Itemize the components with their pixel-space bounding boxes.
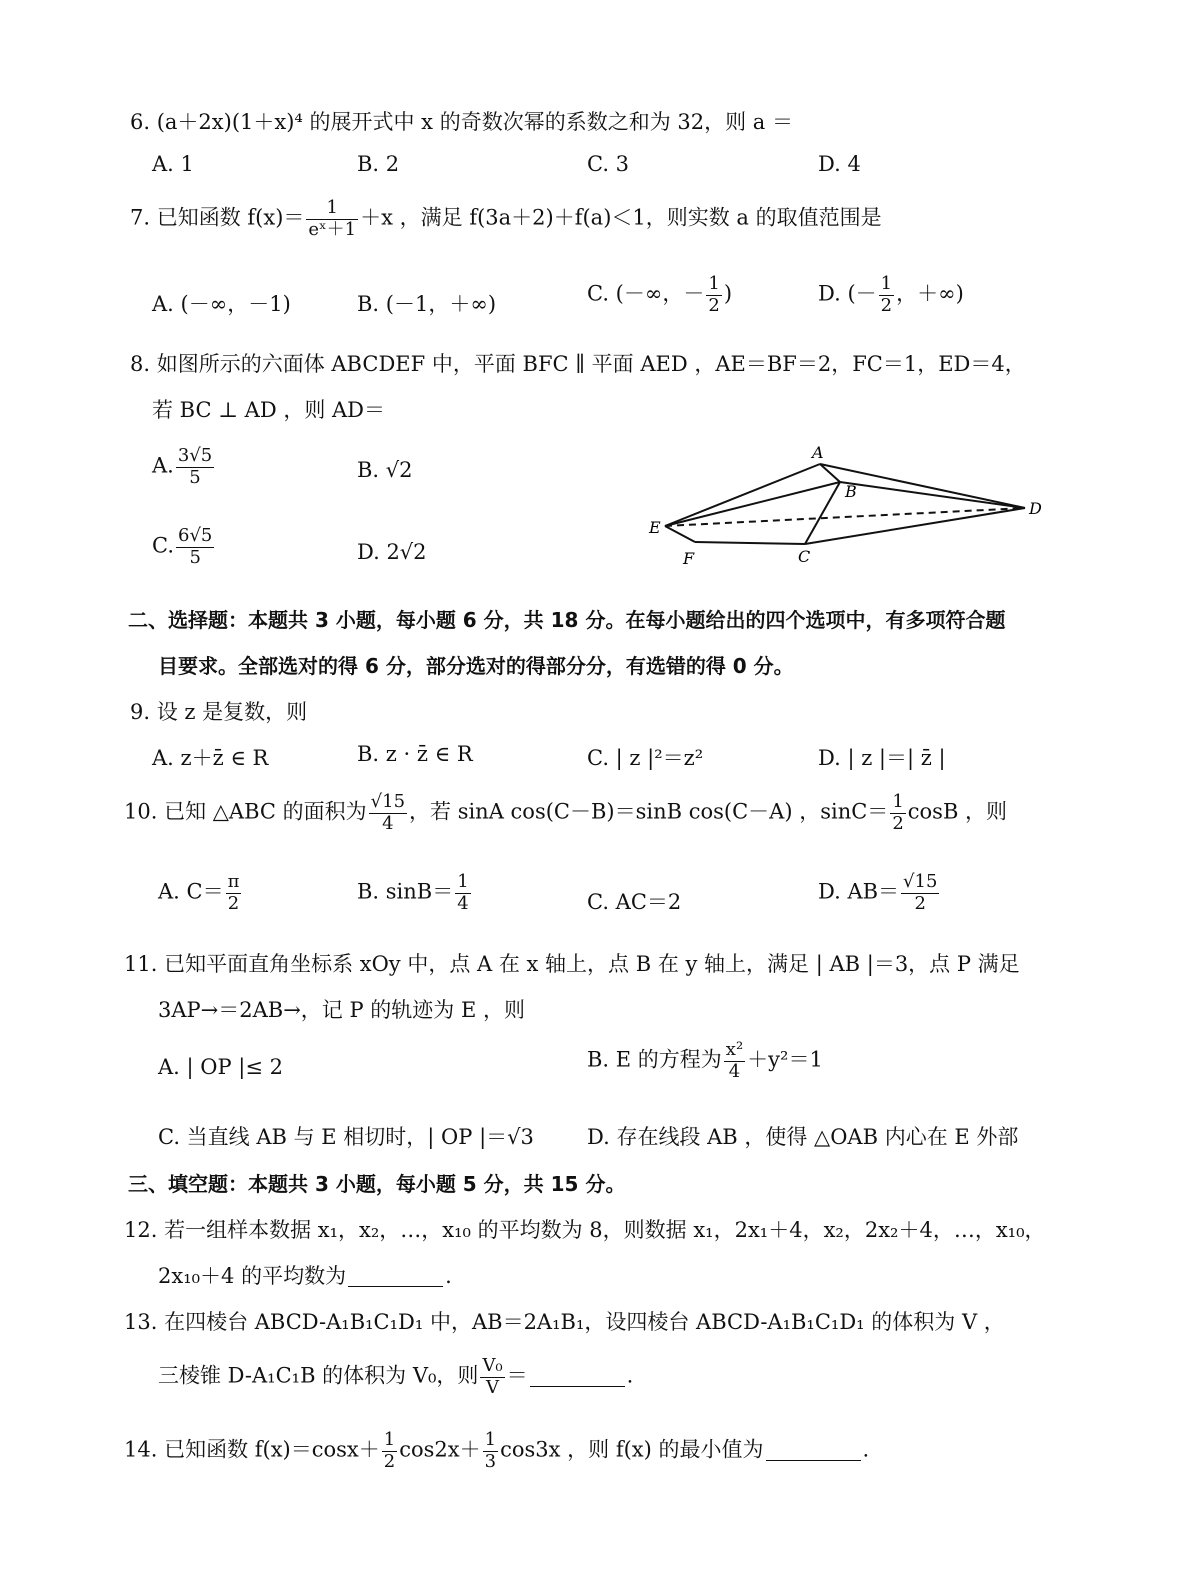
q10-stem-end: cosB ，则 xyxy=(907,799,1008,824)
q13-answer-blank[interactable] xyxy=(530,1385,625,1387)
q14-stem-middle: cos2x＋ xyxy=(399,1437,481,1462)
section3-title: 三、填空题：本题共 3 小题，每小题 5 分，共 15 分。 xyxy=(128,1172,626,1196)
q10-option-d xyxy=(818,872,941,914)
q12-stem-text: 2x₁₀＋4 的平均数为 xyxy=(158,1264,347,1288)
q10-option-a-fraction xyxy=(226,872,242,914)
q7-option-c-end: ) xyxy=(723,281,733,306)
vertex-label-b: B xyxy=(845,482,857,501)
q10-stem-start: 10. 已知 △ABC 的面积为 xyxy=(124,799,367,824)
q8-option-a-fraction xyxy=(176,446,214,488)
q10-sinc-num: 1 xyxy=(892,791,904,812)
q10-sinc-den: 2 xyxy=(892,812,904,834)
q7-option-d xyxy=(818,274,964,316)
q10-option-a-text: A. C＝ xyxy=(158,879,224,904)
q10-option-a-den: 2 xyxy=(227,892,240,914)
q7-stem-start: 7. 已知函数 f(x)＝ xyxy=(130,205,305,230)
q9-option-d: D. | z |＝| z̄ | xyxy=(818,746,946,770)
q7-option-d-fraction xyxy=(879,274,894,316)
q11-option-c: C. 当直线 AB 与 E 相切时，| OP |＝√3 xyxy=(158,1125,534,1149)
q10-option-b xyxy=(357,872,473,914)
q14-stem-start: 14. 已知函数 f(x)＝cosx＋ xyxy=(124,1437,380,1462)
q11-option-b-text: B. E 的方程为 xyxy=(587,1047,722,1072)
q10-option-a-num: π xyxy=(227,871,240,892)
q9-stem: 9. 设 z 是复数，则 xyxy=(130,700,308,724)
q8-option-b: B. √2 xyxy=(357,458,413,482)
vertex-label-a: A xyxy=(812,443,824,462)
q14-f2-num: 1 xyxy=(484,1429,497,1450)
q8-stem-line2: 若 BC ⊥ AD ，则 AD＝ xyxy=(152,398,386,422)
vertex-label-e: E xyxy=(649,518,661,537)
q9-option-a: A. z＋z̄ ∈ R xyxy=(152,746,269,770)
q12-period: . xyxy=(445,1264,452,1288)
q8-option-c xyxy=(152,526,216,568)
q13-stem-line2 xyxy=(158,1356,633,1398)
q10-area-den: 4 xyxy=(382,812,394,834)
q6-option-c: C. 3 xyxy=(587,152,630,176)
vertex-label-d: D xyxy=(1029,499,1042,518)
q6-option-d: D. 4 xyxy=(818,152,861,176)
q11-option-b-num: x² xyxy=(725,1039,744,1060)
q7-option-c-text: C. (－∞，－ xyxy=(587,281,705,306)
q7-option-c-fraction xyxy=(706,274,721,316)
q14-period: . xyxy=(862,1437,870,1462)
q11-option-b xyxy=(587,1040,823,1082)
q7-frac-denominator: eˣ＋1 xyxy=(308,218,357,240)
q7-option-c-den: 2 xyxy=(708,294,720,316)
edge-bc xyxy=(805,482,840,544)
q8-option-c-label: C. xyxy=(152,533,174,558)
section2-line1: 二、选择题：本题共 3 小题，每小题 6 分，共 18 分。在每小题给出的四个选项中，有多项符合题 xyxy=(128,608,1006,632)
q14-fraction-third xyxy=(483,1430,498,1472)
q10-sinc-fraction xyxy=(890,792,905,834)
q10-option-b-fraction xyxy=(455,872,470,914)
vertex-label-c: C xyxy=(798,547,811,566)
section2-line2: 目要求。全部选对的得 6 分，部分选对的得部分分，有选错的得 0 分。 xyxy=(158,654,794,678)
hexahedron-figure xyxy=(640,440,1060,575)
q7-frac-numerator: 1 xyxy=(306,198,358,220)
q13-ratio-den: V xyxy=(486,1376,500,1398)
q7-option-c-num: 1 xyxy=(708,273,720,294)
edge-ef xyxy=(665,526,695,542)
q14-answer-blank[interactable] xyxy=(766,1459,861,1461)
q8-option-c-num: 6√5 xyxy=(178,525,213,546)
q11-stem-line2: 3AP→＝2AB→，记 P 的轨迹为 E ，则 xyxy=(158,998,525,1022)
q7-option-d-end: ，＋∞) xyxy=(896,281,964,306)
q12-stem-line2 xyxy=(158,1260,452,1290)
edge-bd xyxy=(840,482,1025,508)
q7-option-d-text: D. (－ xyxy=(818,281,877,306)
q10-area-num: √15 xyxy=(370,791,406,812)
q13-equals: ＝ xyxy=(506,1363,528,1388)
q13-period: . xyxy=(626,1363,634,1388)
q11-option-b-end: ＋y²＝1 xyxy=(747,1047,823,1072)
q10-option-d-fraction xyxy=(901,872,939,914)
q13-stem-line1: 13. 在四棱台 ABCD-A₁B₁C₁D₁ 中，AB＝2A₁B₁，设四棱台 ABCD-A₁B₁C₁D₁ 的体积为 V ， xyxy=(124,1310,1005,1334)
q10-option-b-den: 4 xyxy=(457,892,469,914)
q10-option-b-text: B. sinB＝ xyxy=(357,879,454,904)
q11-option-d: D. 存在线段 AB ，使得 △OAB 内心在 E 外部 xyxy=(587,1125,1019,1149)
q7-stem xyxy=(130,198,882,240)
q8-option-a-den: 5 xyxy=(189,466,201,488)
edge-ea xyxy=(665,464,820,526)
q10-option-d-num: √15 xyxy=(903,871,938,892)
q13-volume-ratio xyxy=(480,1356,504,1398)
q10-option-d-den: 2 xyxy=(914,892,926,914)
q11-option-b-den: 4 xyxy=(728,1060,741,1082)
q8-option-c-den: 5 xyxy=(189,546,201,568)
q10-option-c: C. AC＝2 xyxy=(587,890,682,914)
q11-option-b-fraction xyxy=(724,1040,745,1082)
q10-option-a xyxy=(158,872,243,914)
q7-option-b: B. (－1，＋∞) xyxy=(357,292,497,316)
q10-option-b-num: 1 xyxy=(457,871,469,892)
q11-stem-line1: 11. 已知平面直角坐标系 xOy 中，点 A 在 x 轴上，点 B 在 y 轴上，满足 | AB |＝3，点 P 满足 xyxy=(124,952,1020,976)
q8-option-a-num: 3√5 xyxy=(177,445,213,466)
q14-f1-den: 2 xyxy=(383,1450,396,1472)
q7-function-fraction xyxy=(306,198,358,240)
q10-area-fraction xyxy=(369,792,407,834)
q6-option-b: B. 2 xyxy=(357,152,400,176)
q10-option-d-text: D. AB＝ xyxy=(818,879,900,904)
q6-option-a: A. 1 xyxy=(152,152,194,176)
q14-f2-den: 3 xyxy=(484,1450,497,1472)
q7-option-a: A. (－∞，－1) xyxy=(152,292,291,316)
edge-fc xyxy=(695,542,805,544)
q8-option-a-label: A. xyxy=(152,453,174,478)
q9-option-b: B. z · z̄ ∈ R xyxy=(357,742,473,766)
q9-option-c: C. | z |²＝z² xyxy=(587,746,704,770)
q8-stem-line1: 8. 如图所示的六面体 ABCDEF 中，平面 BFC ∥ 平面 AED ，AE＝BF＝2，FC＝1，ED＝4， xyxy=(130,352,1026,376)
q14-stem-end: cos3x ，则 f(x) 的最小值为 xyxy=(500,1437,764,1462)
q10-stem xyxy=(124,792,1007,834)
q7-stem-end: ＋x ，满足 f(3a＋2)＋f(a)＜1，则实数 a 的取值范围是 xyxy=(360,205,882,230)
q6-stem: 6. (a＋2x)(1＋x)⁴ 的展开式中 x 的奇数次幂的系数之和为 32，则 a ＝ xyxy=(130,110,793,134)
q11-option-a: A. | OP |≤ 2 xyxy=(158,1055,283,1079)
q7-option-d-den: 2 xyxy=(880,294,893,316)
q14-f1-num: 1 xyxy=(383,1429,396,1450)
q8-option-c-fraction xyxy=(176,526,214,568)
q8-option-a xyxy=(152,446,216,488)
q12-stem-line1: 12. 若一组样本数据 x₁，x₂，…，x₁₀ 的平均数为 8，则数据 x₁，2x₁＋4，x₂，2x₂＋4，…，x₁₀， xyxy=(124,1218,1046,1242)
q14-fraction-half xyxy=(382,1430,397,1472)
q7-option-c xyxy=(587,274,732,316)
q12-answer-blank[interactable] xyxy=(348,1285,443,1287)
edge-cd xyxy=(805,508,1025,544)
q8-option-d: D. 2√2 xyxy=(357,540,427,564)
vertex-label-f: F xyxy=(683,549,695,568)
q14-stem xyxy=(124,1430,869,1472)
q13-ratio-num: V₀ xyxy=(482,1355,503,1376)
q7-option-d-num: 1 xyxy=(880,273,893,294)
q13-stem-text: 三棱锥 D-A₁C₁B 的体积为 V₀，则 xyxy=(158,1363,479,1388)
q10-stem-middle: ，若 sinA cos(C－B)＝sinB cos(C－A) ，sinC＝ xyxy=(409,799,889,824)
